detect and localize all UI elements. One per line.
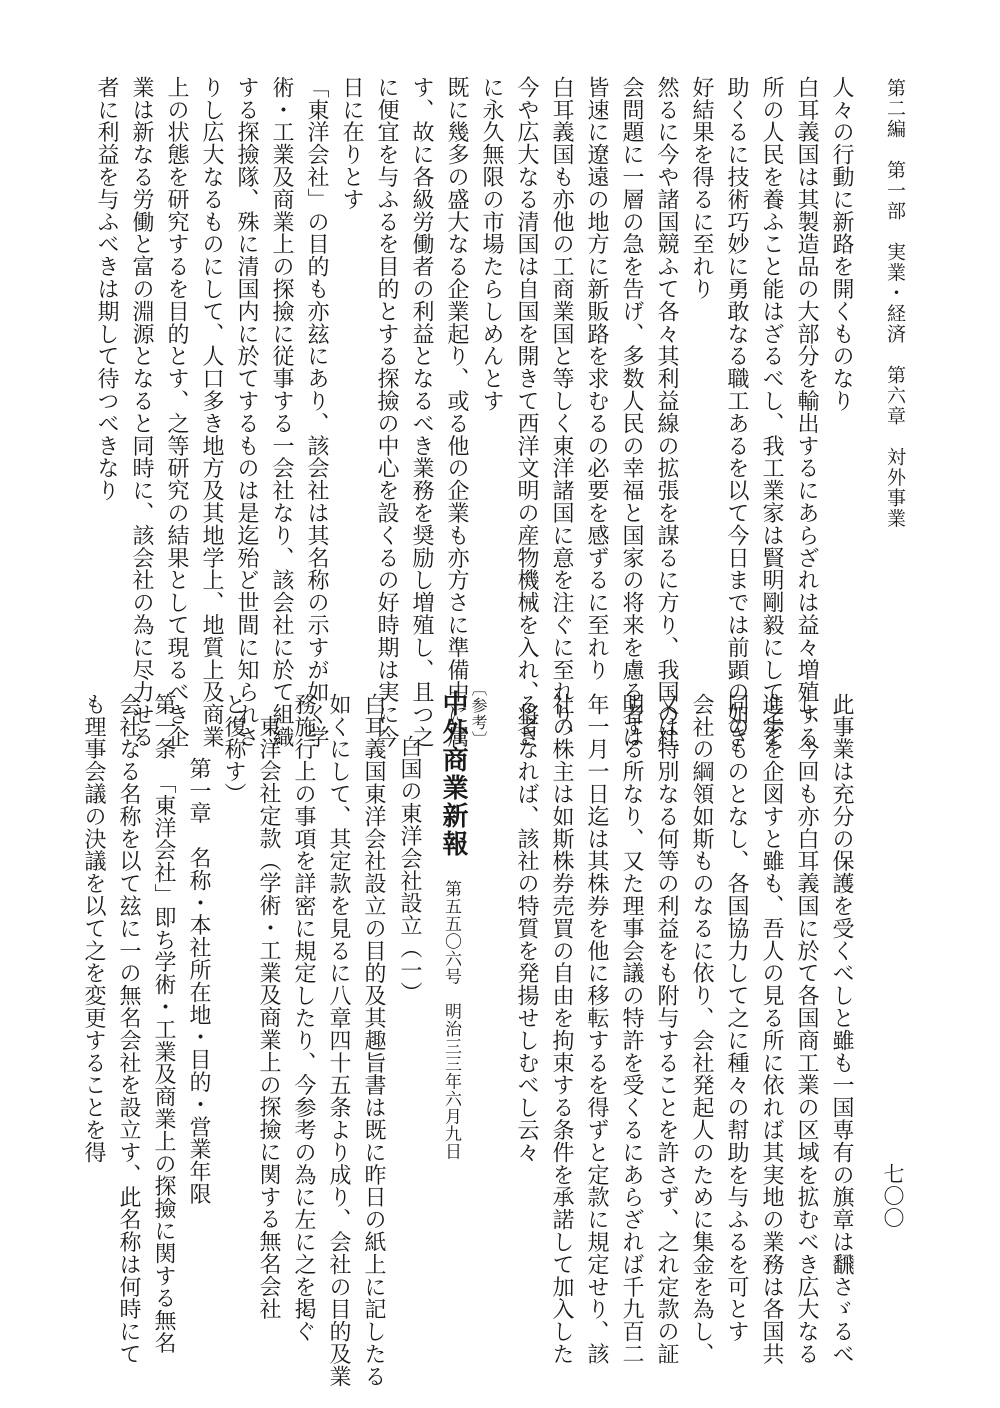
upper-line: す、故に各級労働者の利益となるべき業務を奨励し増殖し、且つ之 [409, 76, 434, 748]
running-head: 第二編 第一部 実業・経済 第六章 対外事業 [884, 78, 906, 529]
lower-line: 第一条 「東洋会社」即ち学術・工業及商業上の探撿に関する無名 [151, 693, 176, 1354]
lower-line: 明する所なり、又た理事会議の特許を受くるにあらざれば千九百二 [619, 693, 644, 1365]
page-number: 七〇〇 [881, 1163, 905, 1229]
upper-line: する探撿隊、殊に清国内に於てするものは是迄殆ど世間に知られさ [234, 76, 259, 748]
upper-line: 「東洋会社」の目的も亦玆にあり、該会社は其名称の示すが如く学 [304, 76, 329, 748]
lower-line: 又は特別なる何等の利益をも附与することを許さず、之れ定款の証 [654, 693, 679, 1365]
lower-line: 会社の綱領如斯ものなるに依り、会社発起人のために集金を為し、 [689, 693, 714, 1365]
upper-line: に便宜を与ふるを目的とする探撿の中心を設くるの好時期は実に今 [374, 76, 399, 748]
upper-line: 好結果を得るに至れり [689, 76, 714, 300]
lower-line: 白耳義国東洋会社設立の目的及其趣旨書は既に昨日の紙上に記したる [361, 693, 386, 1388]
upper-line: 日に在りとす [339, 76, 364, 211]
upper-line: 上の状態を研究するを目的とす、之等研究の結果として現るべき企 [164, 76, 189, 748]
upper-line: 所の人民を養ふこと能はざるべし、我工業家は賢明剛毅にして之を [759, 76, 784, 748]
upper-line: 白耳義国も亦他の工商業国と等しく東洋諸国に意を注ぐに至れり、 [549, 76, 574, 748]
lower-line: 同のものとなし、各国協力して之に種々の幇助を与ふるを可とす [724, 693, 749, 1343]
article-heading: 白国の東洋会社設立（一） [397, 735, 422, 1004]
lower-line: る者なれば、該社の特質を発揚せしむべし云々 [514, 693, 539, 1164]
issue-info: 第五五〇六号 明治三三年六月九日 [441, 880, 461, 1160]
lower-line: 如くにして、其定款を見るに八章四十五条より成り、会社の目的及業 [326, 693, 351, 1388]
upper-line: 者に利益を与ふべきは期して待つべきなり [94, 76, 119, 502]
lower-line: も理事会議の決議を以て之を変更することを得 [81, 693, 106, 1164]
upper-line: 人々の行動に新路を開くものなり [829, 76, 854, 412]
upper-line: 術・工業及商業上の探撿に従事する一会社なり、該会社に於て組織 [269, 76, 294, 748]
chapter-heading: 第一章 名称・本社所在地・目的・営業年限 [186, 757, 211, 1205]
upper-line: 皆速に遼遠の地方に新販路を求むるの必要を感ずるに至れり [584, 76, 609, 681]
upper-line: 白耳義国は其製造品の大部分を輸出するにあらざれは益々増殖する [794, 76, 819, 748]
upper-line: 会問題に一層の急を告げ、多数人民の幸福と国家の将来を慮る者は [619, 76, 644, 748]
upper-line: りし広大なるものにして、人口多き地方及其地学上、地質上及商業 [199, 76, 224, 748]
lower-line: 社の株主は如斯株券売買の自由を拘束する条件を承諾して加入した [549, 693, 574, 1365]
lower-line: 進歩を企図すと雖も、吾人の見る所に依れば其実地の業務は各国共 [759, 693, 784, 1365]
upper-line: 然るに今や諸国競ふて各々其利益線の拡張を謀るに方り、我国の社 [654, 76, 679, 748]
upper-line: 助くるに技術巧妙に勇敢なる職工あるを以て今日までは前顕の如き [724, 76, 749, 748]
lower-line: 会社なる名称を以て玆に一の無名会社を設立す、此名称は何時にて [116, 693, 141, 1365]
upper-line: に永久無限の市場たらしめんとす [479, 76, 504, 412]
lower-line: 年一月一日迄は其株券を他に移転するを得ずと定款に規定せり、該 [584, 693, 609, 1365]
reference-label: 〔参考〕 [469, 680, 488, 748]
lower-line: し、今回も亦白耳義国に於て各国商工業の区域を拡むべき広大なる [794, 693, 819, 1365]
lower-line: 務施行上の事項を詳密に規定したり、今参考の為に左に之を掲ぐ [291, 693, 316, 1343]
upper-line: 業は新なる労働と富の淵源となると同時に、該会社の為に尽力せる [129, 76, 154, 748]
upper-line: 既に幾多の盛大なる企業起り、或る他の企業も亦方さに準備中に属 [444, 76, 469, 748]
lower-line: 此事業は充分の保護を受くべしと雖も一国専有の旗章は飜さゞるべ [829, 693, 854, 1365]
lower-line: と復称す） [221, 693, 246, 805]
upper-line: 今や広大なる清国は自国を開きて西洋文明の産物機械を入れ、将さ [514, 76, 539, 748]
newspaper-title: 中外商業新報 [438, 690, 468, 858]
lower-line: 東洋会社定款（学術・工業及商業上の探撿に関する無名会社 [256, 715, 281, 1320]
